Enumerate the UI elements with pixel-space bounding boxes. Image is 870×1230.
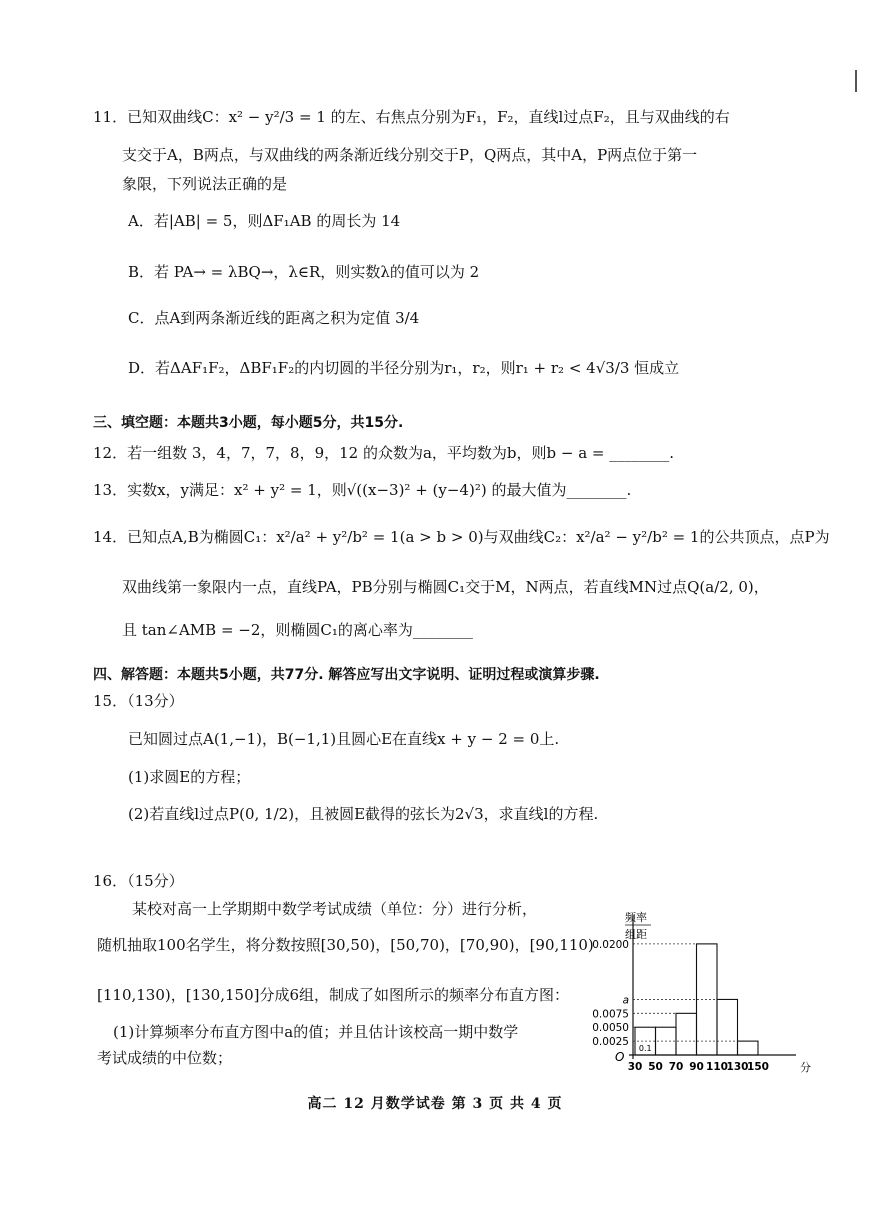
histogram-bar-5 — [717, 999, 738, 1055]
bar-inner-label: 0.1 — [638, 1044, 652, 1053]
x-tick-label-30: 30 — [627, 1061, 643, 1073]
histogram-bar-6 — [738, 1041, 759, 1055]
q11-line-2: 支交于A，B两点，与双曲线的两条渐近线分别交于P，Q两点，其中A，P两点位于第一 — [122, 146, 698, 164]
q14-line-1: 14．已知点A,B为椭圆C₁：x²/a² + y²/b² = 1(a > b > 0)与双曲线C₂：x²/a² − y²/b² = 1的公共顶点，点P为 — [93, 528, 830, 546]
x-tick-label-70: 70 — [668, 1061, 684, 1073]
q13: 13．实数x，y满足：x² + y² = 1，则√((x−3)² + (y−4)²) 的最大值为________. — [93, 481, 632, 499]
frequency-histogram — [575, 905, 811, 1080]
histogram-bar-3 — [676, 1013, 697, 1055]
q11-option-c: C．点A到两条渐近线的距离之积为定值 3/4 — [128, 309, 420, 327]
section-3-heading: 三、填空题：本题共3小题，每小题5分，共15分. — [93, 415, 404, 431]
q16-line-1: 某校对高一上学期期中数学考试成绩（单位：分）进行分析， — [132, 900, 538, 918]
q16-line-3: [110,130)，[130,150]分成6组，制成了如图所示的频率分布直方图： — [97, 986, 570, 1004]
q11-line-3: 象限，下列说法正确的是 — [122, 175, 288, 193]
q11-option-d: D．若ΔAF₁F₂，ΔBF₁F₂的内切圆的半径分别为r₁，r₂，则r₁ + r₂ < 4√3/3 恒成立 — [128, 359, 680, 377]
y-tick-label-1: 0.0200 — [592, 938, 629, 951]
q16-part-1-cont: 考试成绩的中位数； — [97, 1049, 233, 1067]
y-tick-label-5: 0.0025 — [592, 1036, 629, 1049]
q15-part-2: (2)若直线l过点P(0, 1/2)，且被圆E截得的弦长为2√3，求直线l的方程. — [128, 805, 599, 823]
x-tick-label-50: 50 — [648, 1061, 663, 1073]
q11-line-1: 11．已知双曲线C：x² − y²/3 = 1 的左、右焦点分别为F₁，F₂，直线l过点F₂，且与双曲线的右 — [93, 108, 730, 126]
q16-heading: 16．（15分） — [93, 872, 184, 890]
q15-heading: 15．（13分） — [93, 692, 184, 710]
q15-line-1: 已知圆过点A(1,−1)，B(−1,1)且圆心E在直线x + y − 2 = 0上. — [128, 730, 560, 748]
q11-option-a: A．若|AB| = 5，则ΔF₁AB 的周长为 14 — [128, 212, 401, 230]
q15-part-1: (1)求圆E的方程； — [128, 768, 251, 786]
y-tick-label-3: 0.0075 — [592, 1008, 629, 1021]
section-4-heading: 四、解答题：本题共5小题，共77分. 解答应写出文字说明、证明过程或演算步骤. — [93, 667, 600, 683]
q16-line-2: 随机抽取100名学生，将分数按照[30,50)，[50,70)，[70,90)，[90,110) — [97, 936, 594, 954]
y-label-bottom: 组距 — [625, 928, 647, 941]
x-tick-label-90: 90 — [689, 1061, 704, 1073]
y-tick-label-4: 0.0050 — [592, 1022, 629, 1035]
page-footer: 高二 12 月数学试卷 第 3 页 共 4 页 — [307, 1096, 563, 1112]
q14-line-2: 双曲线第一象限内一点，直线PA，PB分别与椭圆C₁交于M，N两点，若直线MN过点Q(a/2, 0)， — [122, 578, 769, 596]
q11-option-b: B．若 PA→ = λBQ→，λ∈R，则实数λ的值可以为 2 — [128, 263, 480, 281]
q14-line-3: 且 tan∠AMB = −2，则椭圆C₁的离心率为________ — [122, 621, 473, 639]
x-tick-label-130: 130 — [726, 1061, 749, 1073]
q12: 12．若一组数 3，4，7，7，8，9，12 的众数为a，平均数为b，则b − a = ________. — [93, 444, 675, 462]
scan-edge-mark — [855, 70, 857, 92]
y-tick-label-2: a — [622, 994, 629, 1007]
x-tick-label-110: 110 — [706, 1061, 728, 1073]
origin-label: O — [615, 1050, 625, 1064]
y-label-top: 频率 — [625, 911, 647, 924]
x-axis-label: 分 — [800, 1061, 811, 1074]
x-tick-label-150: 150 — [747, 1061, 769, 1073]
q16-part-1: (1)计算频率分布直方图中a的值；并且估计该校高一期中数学 — [113, 1023, 519, 1041]
